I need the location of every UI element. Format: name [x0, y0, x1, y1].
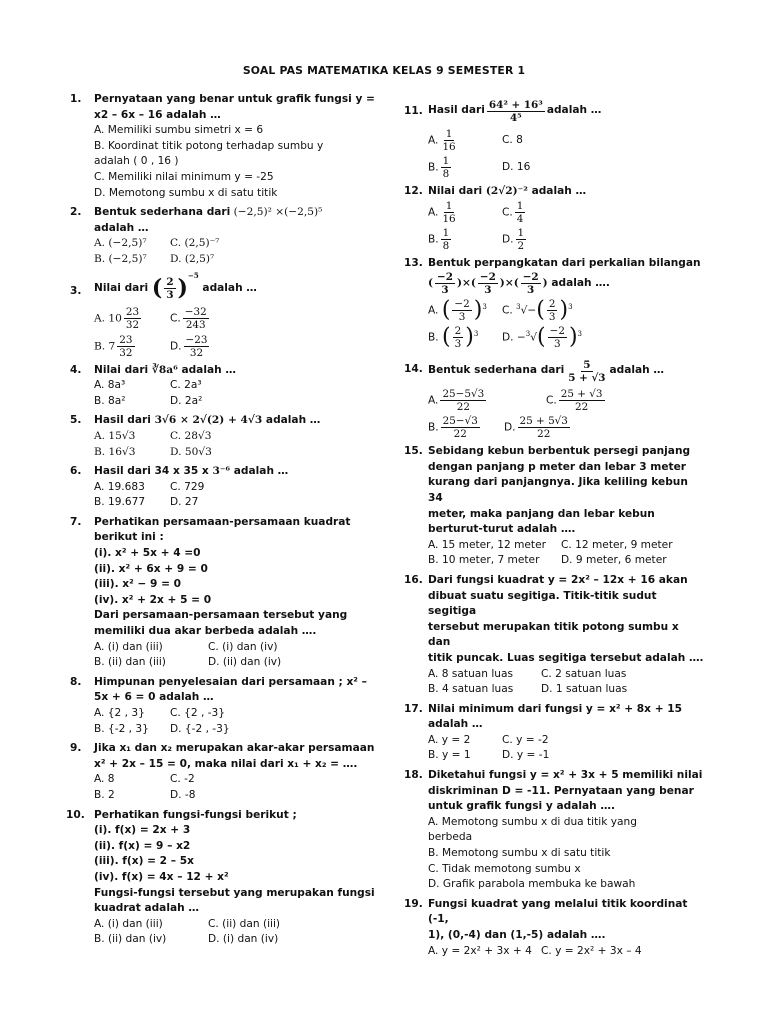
option-c[interactable]: C. (ii) dan (iii): [208, 917, 281, 930]
option-c[interactable]: C. 12 meter, 9 meter: [561, 538, 673, 551]
option-a[interactable]: A. $\frac{25-5√3}{22}$: [428, 388, 485, 414]
option-c[interactable]: C. 2a³: [170, 379, 202, 392]
option-b[interactable]: B. 8a²: [94, 394, 126, 407]
option-d[interactable]: D. Grafik parabola membuka ke bawah: [428, 878, 636, 891]
option-c[interactable]: C. $\frac{1}{4}$: [502, 199, 524, 225]
option-a[interactable]: A. (i) dan (iii): [94, 917, 163, 930]
option-b[interactable]: B. (ii) dan (iii): [94, 656, 166, 669]
option-a[interactable]: A. (−2,5)⁷: [94, 237, 147, 250]
option-a[interactable]: A. {2 , 3}: [94, 707, 145, 719]
option-a[interactable]: A. y = 2x² + 3x + 4: [428, 944, 532, 957]
option-c[interactable]: C. (2,5)⁻⁷: [170, 237, 220, 250]
right-column: [404, 94, 704, 963]
option-b[interactable]: B. 7 $\frac{23}{32}$: [94, 333, 133, 359]
option-a[interactable]: A. 15√3: [94, 429, 136, 442]
question-14: 14. Bentuk sederhana dari $\frac{5}{5 + √3}$ adalah … A. $\frac{25-5√3}{22}$ C. $\frac{25 + √3}{22}$ B. $\frac{25-√3}{22}$ D. $\frac{25 + 5√3}{22}$: [404, 358, 664, 441]
question-17: 17. Nilai minimum dari fungsi y = x² + 8x + 15 adalah … A. y = 2 C. y = -2 B. y = 1 D. y = -1: [404, 702, 704, 764]
question-3: 3. Nilai dari ( $\frac{2}{3}$ ) −5 adalah … A. 10 $\frac{23}{32}$ C. $\frac{-32}{243}$ B. 7 $\frac{23}{32}$ D. $\frac{-23}{32}$: [70, 270, 257, 359]
option-a[interactable]: A. 8a³: [94, 379, 126, 392]
option-d[interactable]: D. 1 satuan luas: [541, 683, 628, 696]
option-a[interactable]: A. $\frac{1}{16}$: [428, 199, 456, 225]
option-d[interactable]: D. -8: [170, 788, 196, 801]
option-b[interactable]: B. y = 1: [428, 749, 471, 762]
question-5: 5. Hasil dari 3√6 × 2√(2) + 4√3 adalah … A. 15√3 C. 28√3 B. 16√3 D. 50√3: [70, 413, 375, 460]
option-a[interactable]: A. ( $\frac{-2}{3}$ )$^3$: [428, 297, 487, 324]
option-d[interactable]: D. 2a²: [170, 394, 203, 407]
question-13: 13. Bentuk perpangkatan dari perkalian bilangan ( $\frac{-2}{3}$ ) ×( $\frac{-2}{3}$ ) ×( $\frac{-2}{3}$ ) adalah …. A. ( $\frac{-2}{3}$ )$^3$ C. $^3$√−( $\frac{2}{3}$ )$^3$ B. ( $\frac{2}{3}$ )$^3$ D. −$^3$√( $\frac{-2}{3}$ )$^3$: [404, 256, 701, 351]
option-b[interactable]: B. 10 meter, 7 meter: [428, 554, 540, 567]
option-b[interactable]: B. 16√3: [94, 445, 136, 458]
option-c[interactable]: C. y = 2x² + 3x – 4: [541, 944, 642, 957]
question-8: 8. Himpunan penyelesaian dari persamaan ; x² – 5x + 6 = 0 adalah … A. {2 , 3} C. {2 , -3} B. {-2 , 3} D. {-2 , -3}: [70, 675, 375, 737]
option-c[interactable]: C. y = -2: [502, 733, 549, 746]
math-expression: (−2,5)² ×(−2,5)⁵: [233, 206, 323, 219]
option-d[interactable]: D. $\frac{25 + 5√3}{22}$: [504, 415, 568, 441]
option-d[interactable]: D. −$^3$√( $\frac{-2}{3}$ )$^3$: [502, 324, 583, 351]
left-column: [66, 92, 375, 952]
option-a[interactable]: A. (i) dan (iii): [94, 640, 163, 653]
question-1: 1. Pernyataan yang benar untuk grafik fungsi y = x2 – 6x – 16 adalah … A. Memiliki sumbu simetri x = 6 B. Koordinat titik potong terhadap sumbu y adalah ( 0 , 16 ) C. Memiliki nilai minimum y = -25 D. Memotong sumbu x di satu titik: [70, 92, 375, 201]
option-b[interactable]: B. (ii) dan (iv): [94, 933, 167, 946]
question-4: 4. Nilai dari ∛8a⁶ adalah … A. 8a³ C. 2a³ B. 8a² D. 2a²: [70, 363, 375, 410]
option-a[interactable]: A. 15 meter, 12 meter: [428, 538, 546, 551]
option-d[interactable]: D. 27: [170, 496, 199, 509]
question-19: 19. Fungsi kuadrat yang melalui titik koordinat (-1, 1), (0,-4) dan (1,-5) adalah …. A. y = 2x² + 3x + 4 C. y = 2x² + 3x – 4: [404, 897, 704, 959]
option-a[interactable]: A. 10 $\frac{23}{32}$: [94, 305, 140, 331]
question-2: 2. Bentuk sederhana dari (−2,5)² ×(−2,5)⁵ adalah … A. (−2,5)⁷ C. (2,5)⁻⁷ B. (−2,5)⁷ D. (2,5)⁷: [70, 205, 375, 267]
option-a[interactable]: A. Memotong sumbu x di dua titik yang: [428, 815, 637, 828]
option-d[interactable]: D. $\frac{1}{2}$: [502, 226, 525, 252]
option-a[interactable]: A. 8 satuan luas: [428, 667, 514, 680]
option-a[interactable]: A. 8: [94, 773, 115, 786]
question-11: 11. Hasil dari $\frac{\text{64² + 16³}}{\text{4⁵}}$ adalah … A. $\frac{1}{16}$ C. 8 B. $\frac{1}{8}$ D. 16: [404, 98, 602, 180]
option-d[interactable]: D. (2,5)⁷: [170, 252, 215, 265]
question-10: 10. Perhatikan fungsi-fungsi berikut ; (i). f(x) = 2x + 3 (ii). f(x) = 9 – x2 (iii). f(x) = 2 – 5x (iv). f(x) = 4x – 12 + x² Fungsi-fungsi tersebut yang merupakan fungsi kuadrat adalah … A. (i) dan (iii) C. (ii) dan (iii) B. (ii) dan (iv) D. (i) dan (iv): [70, 808, 375, 948]
option-c[interactable]: C. 2 satuan luas: [541, 667, 627, 680]
option-c[interactable]: C. -2: [170, 773, 195, 786]
option-d[interactable]: D. 9 meter, 6 meter: [561, 554, 667, 567]
option-c[interactable]: C. 8: [502, 133, 523, 146]
option-b[interactable]: B. $\frac{1}{8}$: [428, 226, 450, 252]
option-b[interactable]: B. Koordinat titik potong terhadap sumbu y: [94, 139, 324, 152]
option-a[interactable]: A. 19.683: [94, 480, 145, 493]
option-c[interactable]: C. $^3$√−( $\frac{2}{3}$ )$^3$: [502, 297, 573, 324]
option-d[interactable]: D. {-2 , -3}: [170, 722, 230, 735]
question-16: 16. Dari fungsi kuadrat y = 2x² – 12x + 16 akan dibuat suatu segitiga. Titik-titik sudut segitiga tersebut merupakan titik potong sumbu x dan titik puncak. Luas segitiga tersebut adalah …. A. 8 satuan luas C. 2 satuan luas B. 4 satuan luas D. 1 satuan luas: [404, 573, 704, 698]
option-b[interactable]: B. $\frac{1}{8}$: [428, 155, 450, 180]
option-b[interactable]: B. ( $\frac{2}{3}$ )$^3$: [428, 324, 479, 351]
option-a[interactable]: A. $\frac{1}{16}$: [428, 128, 456, 153]
question-7: 7. Perhatikan persamaan-persamaan kuadrat berikut ini : (i). x² + 5x + 4 =0 (ii). x² + 6x + 9 = 0 (iii). x² − 9 = 0 (iv). x² + 2x + 5 = 0 Dari persamaan-persamaan tersebut yang memiliki dua akar berbeda adalah …. A. (i) dan (iii) C. (i) dan (iv) B. (ii) dan (iii) D. (ii) dan (iv): [70, 515, 375, 671]
option-c[interactable]: C. $\frac{-32}{243}$: [170, 305, 207, 331]
page-title: SOAL PAS MATEMATIKA KELAS 9 SEMESTER 1: [242, 64, 526, 77]
option-b[interactable]: B. Memotong sumbu x di satu titik: [428, 847, 611, 860]
option-c[interactable]: C. Memiliki nilai minimum y = -25: [94, 170, 274, 183]
option-d[interactable]: D. y = -1: [502, 749, 550, 762]
option-c[interactable]: C. 729: [170, 480, 205, 493]
option-a[interactable]: A. Memiliki sumbu simetri x = 6: [94, 124, 264, 137]
option-c[interactable]: C. 28√3: [170, 429, 212, 442]
option-b[interactable]: B. (−2,5)⁷: [94, 252, 147, 265]
option-d[interactable]: D. 50√3: [170, 445, 212, 458]
option-b[interactable]: B. 19.677: [94, 496, 146, 509]
question-9: 9. Jika x₁ dan x₂ merupakan akar-akar persamaan x² + 2x – 15 = 0, maka nilai dari x₁ + x₂ = …. A. 8 C. -2 B. 2 D. -8: [70, 741, 375, 803]
option-b[interactable]: B. {-2 , 3}: [94, 722, 149, 735]
question-15: 15. Sebidang kebun berbentuk persegi panjang dengan panjang p meter dan lebar 3 meter kurang dari panjangnya. Jika keliling kebun 34 meter, maka panjang dan lebar kebun berturut-turut adalah …. A. 15 meter, 12 meter C. 12 meter, 9 meter B. 10 meter, 7 meter D. 9 meter, 6 meter: [404, 444, 704, 569]
question-18: 18. Diketahui fungsi y = x² + 3x + 5 memiliki nilai diskriminan D = -11. Pernyataan yang benar untuk grafik fungsi y adalah …. A. Memotong sumbu x di dua titik yang berbeda B. Memotong sumbu x di satu titik C. Tidak memotong sumbu x D. Grafik parabola membuka ke bawah: [404, 768, 704, 893]
question-6: 6. Hasil dari 34 x 35 x 3⁻⁶ adalah … A. 19.683 C. 729 B. 19.677 D. 27: [70, 464, 375, 511]
option-d[interactable]: D. 16: [502, 160, 531, 173]
option-d[interactable]: D. (ii) dan (iv): [208, 656, 282, 669]
option-c[interactable]: C. (i) dan (iv): [208, 640, 278, 653]
option-a[interactable]: A. y = 2: [428, 733, 471, 746]
option-b[interactable]: B. 2: [94, 788, 115, 801]
option-c[interactable]: C. Tidak memotong sumbu x: [428, 862, 581, 875]
option-b[interactable]: B. $\frac{25-√3}{22}$: [428, 415, 478, 441]
option-c[interactable]: C. $\frac{25 + √3}{22}$: [546, 388, 603, 414]
option-d[interactable]: D. $\frac{-23}{32}$: [170, 333, 208, 359]
option-d[interactable]: D. Memotong sumbu x di satu titik: [94, 186, 278, 199]
question-12: 12. Nilai dari (2√2)⁻² adalah … A. $\frac{1}{16}$ C. $\frac{1}{4}$ B. $\frac{1}{8}$ D. $\frac{1}{2}$: [404, 185, 587, 252]
option-d[interactable]: D. (i) dan (iv): [208, 933, 279, 946]
option-b[interactable]: B. 4 satuan luas: [428, 683, 514, 696]
option-c[interactable]: C. {2 , -3}: [170, 707, 226, 719]
